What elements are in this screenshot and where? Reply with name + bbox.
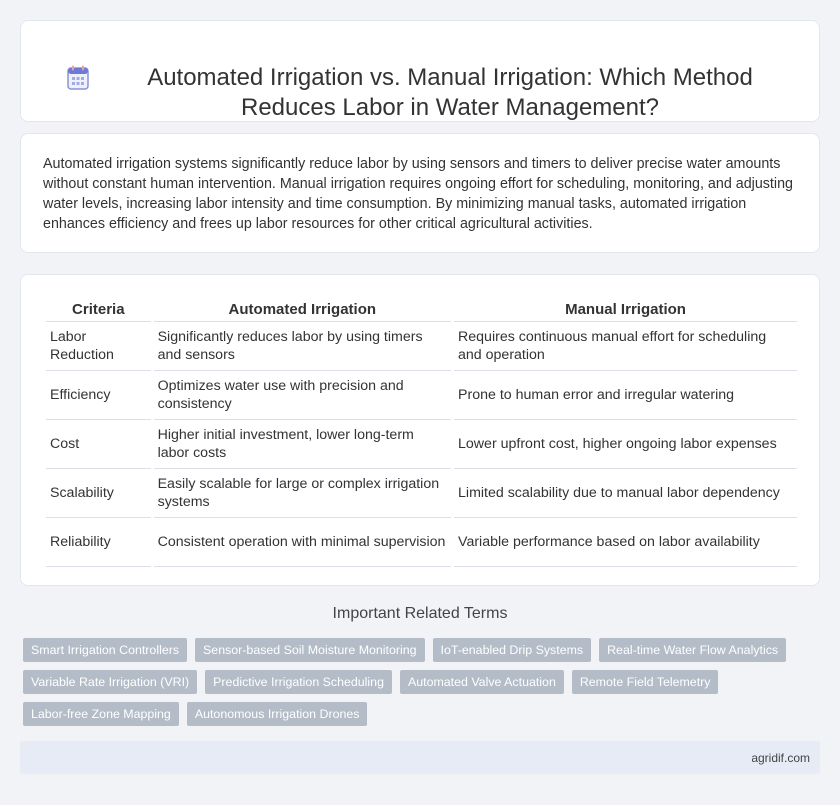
comparison-table <box>43 295 800 567</box>
table-cell: Reliability <box>46 518 151 567</box>
related-term-tag[interactable]: Variable Rate Irrigation (VRI) <box>23 670 197 694</box>
table-row <box>46 420 797 469</box>
column-header: Criteria <box>46 295 151 322</box>
column-header: Automated Irrigation <box>154 295 451 322</box>
related-term-tag[interactable]: Labor-free Zone Mapping <box>23 702 179 726</box>
table-cell: Limited scalability due to manual labor dependency <box>454 469 797 518</box>
table-cell: Lower upfront cost, higher ongoing labor expenses <box>454 420 797 469</box>
related-term-tag[interactable]: Smart Irrigation Controllers <box>23 638 187 662</box>
related-term-tag[interactable]: Sensor-based Soil Moisture Monitoring <box>195 638 425 662</box>
table-cell: Efficiency <box>46 371 151 420</box>
table-cell: Requires continuous manual effort for scheduling and operation <box>454 322 797 371</box>
table-cell: Scalability <box>46 469 151 518</box>
table-cell: Prone to human error and irregular watering <box>454 371 797 420</box>
table-cell: Optimizes water use with precision and consistency <box>154 371 451 420</box>
footer-site-link[interactable]: agridif.com <box>751 751 810 765</box>
related-term-tag[interactable]: Automated Valve Actuation <box>400 670 564 694</box>
table-row <box>46 371 797 420</box>
table-cell: Variable performance based on labor availability <box>454 518 797 567</box>
table-header-row <box>46 295 797 322</box>
title-card <box>20 20 820 122</box>
footer <box>20 741 820 774</box>
intro-card <box>20 133 820 253</box>
calendar-icon <box>66 65 90 91</box>
related-terms-list <box>23 638 803 726</box>
comparison-card <box>20 274 820 586</box>
intro-paragraph: Automated irrigation systems significantly reduce labor by using sensors and timers to deliver precise water amounts without constant human intervention. Manual irrigation requires ongoing effort for scheduling, monitoring, and adjusting water levels, increasing labor intensity and time consumption. By minimizing manual tasks, automated irrigation enhances efficiency and frees up labor resources for other critical agricultural activities. <box>43 156 793 232</box>
table-cell: Labor Reduction <box>46 322 151 371</box>
column-header: Manual Irrigation <box>454 295 797 322</box>
page-title: Automated Irrigation vs. Manual Irrigation: Which Method Reduces Labor in Water Management? <box>147 64 753 121</box>
related-term-tag[interactable]: Remote Field Telemetry <box>572 670 719 694</box>
related-term-tag[interactable]: Real-time Water Flow Analytics <box>599 638 786 662</box>
related-term-tag[interactable]: Predictive Irrigation Scheduling <box>205 670 392 694</box>
table-row <box>46 469 797 518</box>
table-row <box>46 322 797 371</box>
related-term-tag[interactable]: Autonomous Irrigation Drones <box>187 702 368 726</box>
related-term-tag[interactable]: IoT-enabled Drip Systems <box>433 638 592 662</box>
related-terms-heading: Important Related Terms <box>332 605 508 622</box>
table-row <box>46 518 797 567</box>
table-cell: Significantly reduces labor by using timers and sensors <box>154 322 451 371</box>
table-cell: Consistent operation with minimal supervision <box>154 518 451 567</box>
table-cell: Easily scalable for large or complex irrigation systems <box>154 469 451 518</box>
table-cell: Cost <box>46 420 151 469</box>
table-cell: Higher initial investment, lower long-term labor costs <box>154 420 451 469</box>
